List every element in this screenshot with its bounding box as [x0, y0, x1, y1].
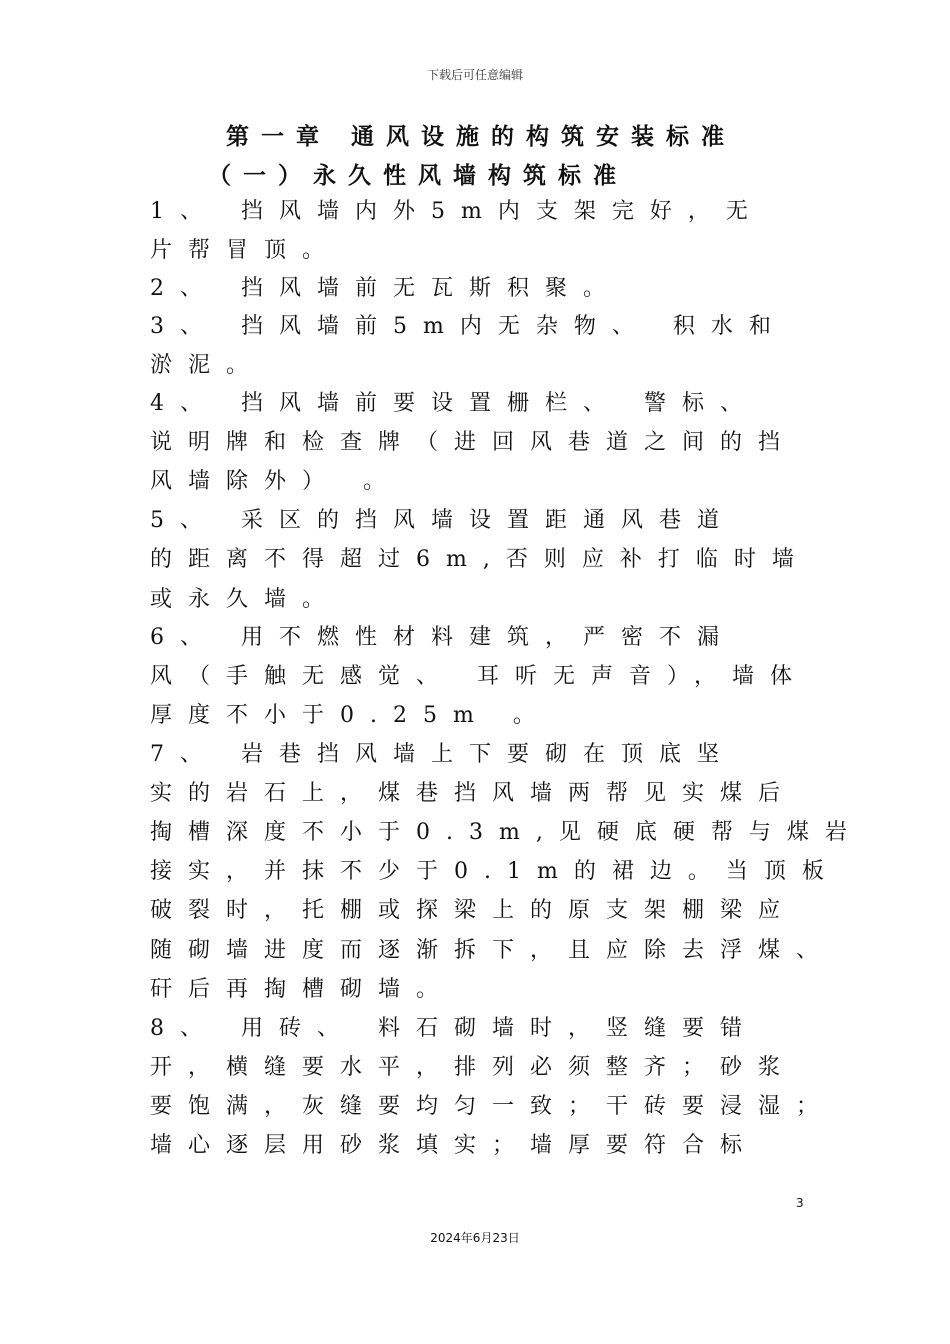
- body-line: 厚度不小于0.25m 。: [150, 703, 551, 728]
- body-line: 6、 用不燃性材料建筑，严密不漏: [150, 625, 735, 650]
- body-line: 淤泥。: [150, 353, 265, 378]
- body-line: 5、 采区的挡风墙设置距通风巷道: [150, 508, 735, 533]
- body-line: 随砌墙进度而逐渐拆下，且应除去浮煤、: [150, 938, 835, 963]
- body-line: 8、 用砖、 料石砌墙时，竖缝要错: [150, 1016, 758, 1041]
- page-number: 3: [796, 1196, 804, 1210]
- body-line: 要饱满，灰缝要均匀一致；干砖要浸湿；: [150, 1094, 835, 1119]
- header-note: 下载后可任意编辑: [426, 68, 523, 82]
- body-line: 风（手触无感觉、 耳听无声音），墙体: [150, 664, 808, 689]
- body-line: 2、 挡风墙前无瓦斯积聚。: [150, 276, 621, 301]
- body-line: 的距离不得超过6m,否则应补打临时墙: [150, 547, 810, 572]
- body-line: 墙心逐层用砂浆填实；墙厚要符合标: [150, 1133, 759, 1158]
- body-line: 4、 挡风墙前要设置栅栏、 警标、: [150, 391, 758, 416]
- chapter-title: 第一章 通风设施的构筑安装标准: [226, 123, 737, 150]
- body-line: 7、 岩巷挡风墙上下要砌在顶底坚: [150, 742, 735, 767]
- body-line: 矸后再掏槽砌墙。: [150, 977, 455, 1002]
- body-line: 风墙除外） 。: [150, 469, 401, 494]
- body-line: 接实，并抹不少于0.1m的裙边。当顶板: [150, 859, 840, 884]
- section-title: （一）永久性风墙构筑标准: [208, 162, 628, 189]
- body-line: 片帮冒顶。: [150, 238, 341, 263]
- body-line: 1、 挡风墙内外5m内支架完好，无: [150, 199, 764, 224]
- body-line: 说明牌和检查牌（进回风巷道之间的挡: [150, 430, 797, 455]
- body-line: 3、 挡风墙前5m内无杂物、 积水和: [150, 314, 787, 339]
- body-line: 掏槽深度不小于0.3m,见硬底硬帮与煤岩: [150, 820, 863, 845]
- body-line: 开，横缝要水平，排列必须整齐；砂浆: [150, 1055, 797, 1080]
- footer-date: 2024年6月23日: [430, 1231, 520, 1245]
- body-line: 实的岩石上，煤巷挡风墙两帮见实煤后: [150, 781, 797, 806]
- body-line: 破裂时，托棚或探梁上的原支架棚梁应: [150, 898, 797, 923]
- body-line: 或永久墙。: [150, 587, 341, 612]
